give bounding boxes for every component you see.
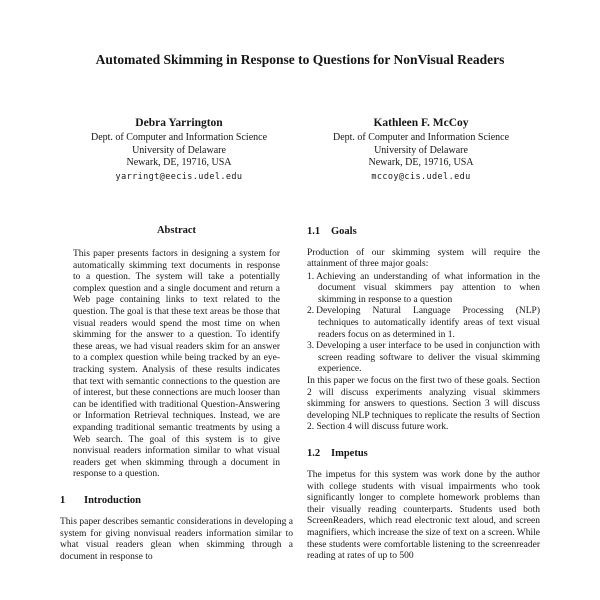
section-title: Goals bbox=[331, 225, 357, 237]
author-block-1 bbox=[58, 116, 300, 184]
two-column-body bbox=[0, 225, 600, 565]
author-email: yarringt@eecis.udel.edu bbox=[115, 171, 243, 182]
goals-list-item bbox=[307, 341, 540, 376]
author-block-row bbox=[0, 116, 600, 184]
list-marker: 1. bbox=[307, 271, 315, 282]
abstract-heading: Abstract bbox=[156, 224, 197, 236]
author-dept: Dept. of Computer and Information Science bbox=[90, 132, 268, 143]
list-marker: 3. bbox=[307, 341, 315, 352]
section-title: Introduction bbox=[84, 494, 141, 506]
introduction-body: This paper describes semantic considerations in developing a system for giving nonvisual readers information similar to what visual readers glean when skimming through a document in response to bbox=[60, 516, 293, 562]
list-item-text: Developing a user interface to be used in conjunction with screen reading software to deliver the visual skimming experience. bbox=[316, 341, 540, 375]
author-university: University of Delaware bbox=[132, 144, 226, 156]
section-title: Impetus bbox=[331, 448, 368, 459]
list-item-text: Achieving an understanding of what information in the document visual skimmers pay attention to when skimming in response to a question bbox=[316, 271, 540, 305]
author-dept: Dept. of Computer and Information Science bbox=[332, 132, 510, 143]
left-column bbox=[60, 225, 293, 565]
author-name: Kathleen F. McCoy bbox=[373, 117, 469, 129]
section-heading-impetus bbox=[307, 447, 540, 460]
author-email: mccoy@cis.udel.edu bbox=[371, 171, 471, 182]
author-name: Debra Yarrington bbox=[135, 117, 223, 129]
goals-intro: Production of our skimming system will require the attainment of three major goals: bbox=[307, 247, 540, 270]
author-university: University of Delaware bbox=[374, 144, 468, 156]
section-number: 1.1 bbox=[307, 225, 321, 237]
abstract-body: This paper presents factors in designing a system for automatically skimming text documents in response to a question. The system will take a potentially complex question and a single document and return a Web page containing links to text related to the question. The goal is that these text areas be those that visual readers would spend the most time on when skimming for the answer to a question. To identify these areas, we had visual readers skim for an answer to a complex question while being tracked by an eye-tracking system. Analysis of these results indicates that text with semantic connections to the question are of interest, but these connections are much looser than can be identified with traditional Question-Answering or Information Retrieval techniques. Instead, we are expanding traditional semantic treatments by using a Web search. The goal of this system is to give nonvisual readers information similar to what visual readers get when skimming through a document in response to a question. bbox=[73, 249, 280, 480]
author-block-2 bbox=[300, 116, 542, 184]
section-number: 1.2 bbox=[307, 448, 321, 459]
author-address: Newark, DE, 19716, USA bbox=[368, 157, 474, 168]
paper-title: Automated Skimming in Response to Questions for NonVisual Readers bbox=[95, 52, 505, 67]
goals-list-item bbox=[307, 272, 540, 307]
section-heading-introduction bbox=[60, 494, 293, 507]
section-heading-goals bbox=[307, 225, 540, 238]
goals-outro: In this paper we focus on the first two of these goals. Section 2 will discuss experiments analyzing visual skimmers skimming for answers to questions. Section 3 will discuss developing NLP techniques to replicate the results of Section 2. Section 4 will discuss future work. bbox=[307, 376, 540, 433]
impetus-body: The impetus for this system was work done by the author with college students with visual impairments who took significantly longer to complete homework problems than their visually reading counterparts. Students used both ScreenReaders, which read electronic text aloud, and screen magnifiers, which increase the size of text on a screen. While these students were comfortable listening to the screenreader reading at rates of up to 500 bbox=[307, 470, 541, 562]
right-column bbox=[307, 225, 540, 565]
author-address: Newark, DE, 19716, USA bbox=[126, 157, 232, 168]
goals-list-item bbox=[307, 306, 540, 341]
list-item-text: Developing Natural Language Processing (NLP) techniques to automatically identify areas of text visual readers focus on as determined in 1. bbox=[316, 306, 540, 340]
section-number: 1 bbox=[60, 494, 66, 506]
list-marker: 2. bbox=[307, 306, 315, 317]
